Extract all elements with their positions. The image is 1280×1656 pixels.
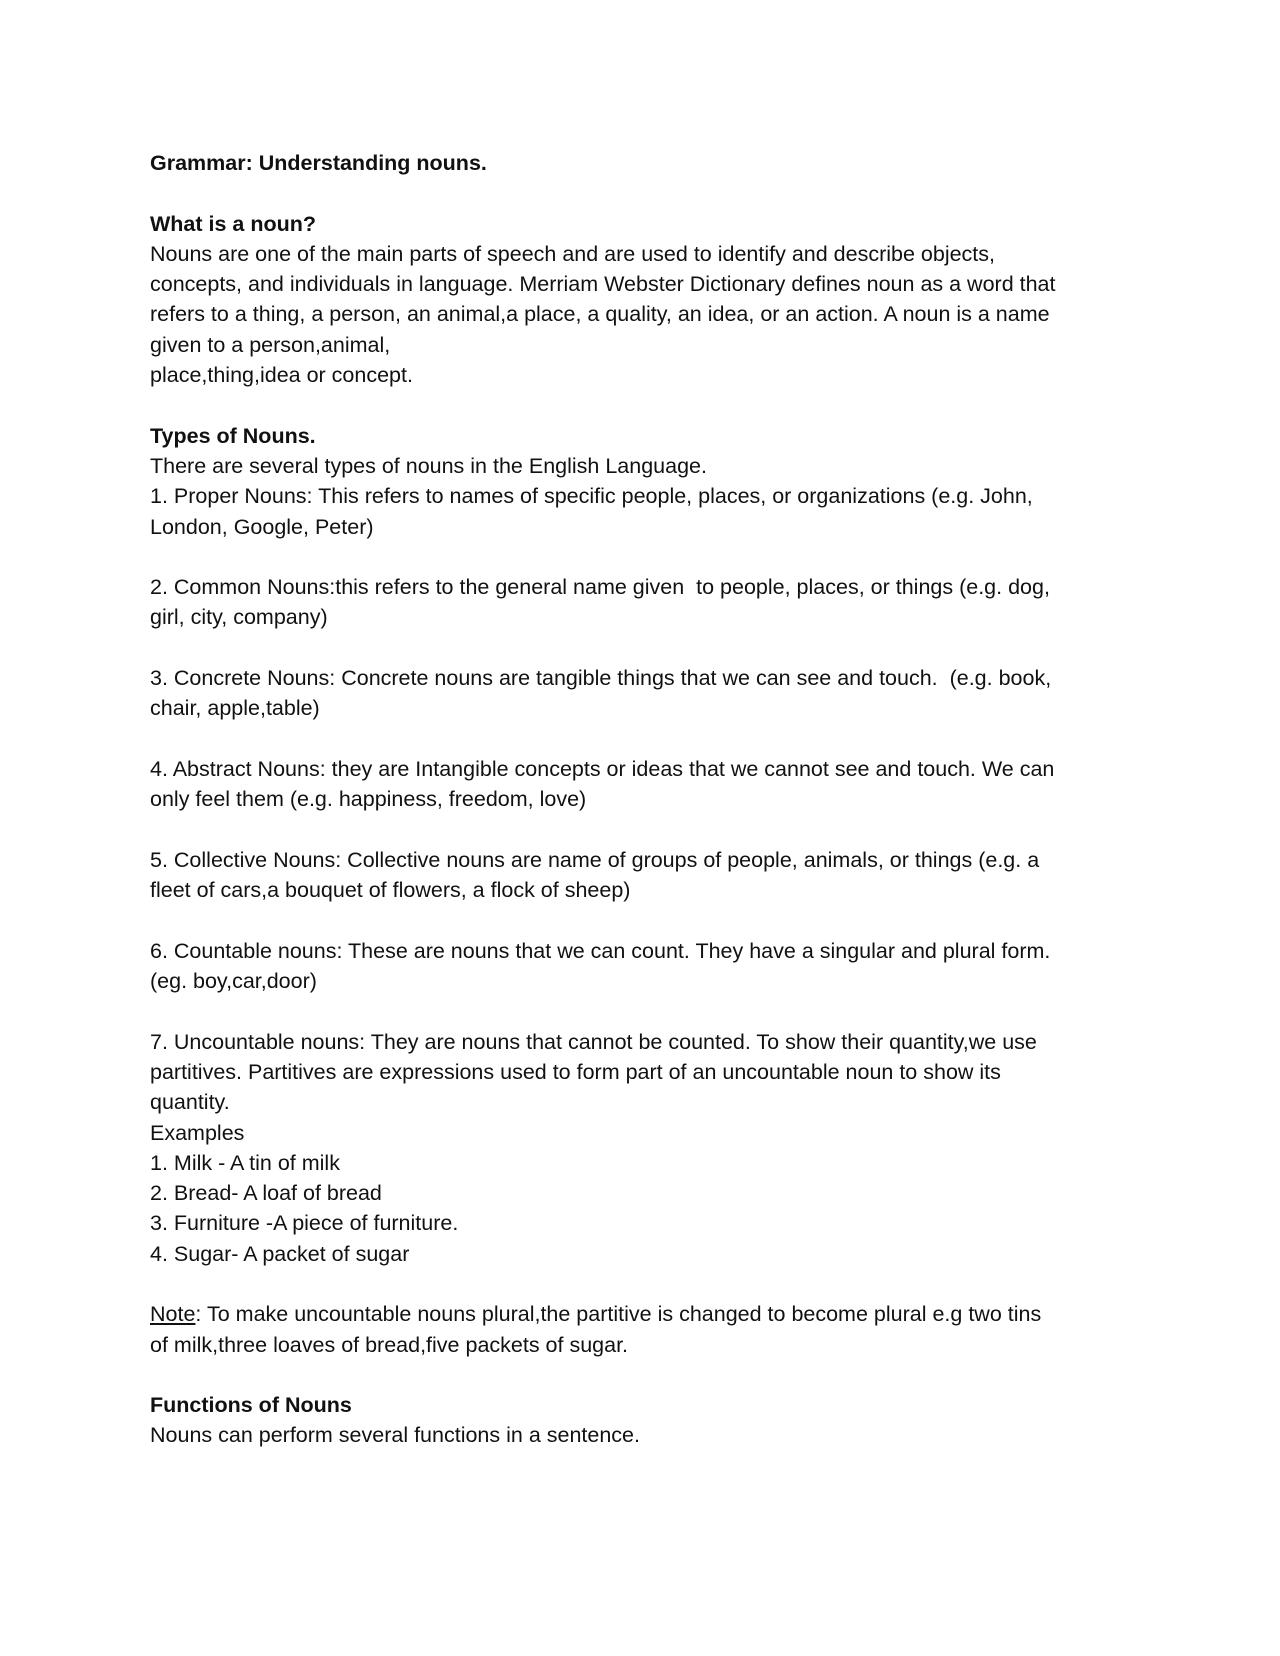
type-item-abstract-nouns-cont: only feel them (e.g. happiness, freedom, love) [150,787,587,812]
note-paragraph [150,1299,1150,1329]
type-item-concrete-nouns-cont: chair, apple,table) [150,696,320,721]
section-heading-types-of-nouns: Types of Nouns. [150,423,316,448]
example-item: 3. Furniture -A piece of furniture. [150,1211,459,1236]
type-item-common-nouns: 2. Common Nouns:this refers to the general name given to people, places, or things (e.g. dog, [150,575,1050,600]
type-item-uncountable-nouns: 7. Uncountable nouns: They are nouns that cannot be counted. To show their quantity,we use [150,1029,1037,1054]
paragraph-line: place,thing,idea or concept. [150,363,413,388]
spacer [150,905,1150,935]
spacer [150,542,1150,572]
type-item-common-nouns-cont: girl, city, company) [150,605,328,630]
type-item-countable-nouns: 6. Countable nouns: These are nouns that we can count. They have a singular and plural form. [150,938,1051,963]
spacer [150,1269,1150,1299]
example-item: 1. Milk - A tin of milk [150,1150,340,1175]
example-item: 4. Sugar- A packet of sugar [150,1241,410,1266]
note-text-cont: of milk,three loaves of bread,five packets of sugar. [150,1332,629,1357]
types-intro: There are several types of nouns in the English Language. [150,453,707,478]
type-item-abstract-nouns: 4. Abstract Nouns: they are Intangible concepts or ideas that we cannot see and touch. We can [150,756,1055,781]
spacer [150,633,1150,663]
paragraph-line: given to a person,animal, [150,332,391,357]
spacer [150,724,1150,754]
section-heading-what-is-noun: What is a noun? [150,211,317,236]
type-item-collective-nouns-cont: fleet of cars,a bouquet of flowers, a flock of sheep) [150,878,631,903]
type-item-proper-nouns-cont: London, Google, Peter) [150,514,374,539]
spacer [150,178,1150,208]
examples-label: Examples [150,1120,245,1145]
paragraph-line: Nouns are one of the main parts of speech and are used to identify and describe objects, [150,241,995,266]
paragraph-line: refers to a thing, a person, an animal,a place, a quality, an idea, or an action. A noun is a name [150,302,1050,327]
type-item-uncountable-nouns-cont: quantity. [150,1090,230,1115]
document-title: Grammar: Understanding nouns. [150,151,487,175]
type-item-uncountable-nouns-cont: partitives. Partitives are expressions used to form part of an uncountable noun to show its [150,1059,1001,1084]
type-item-collective-nouns: 5. Collective Nouns: Collective nouns are name of groups of people, animals, or things (e.g. a [150,847,1040,872]
example-item: 2. Bread- A loaf of bread [150,1181,382,1206]
note-label: Note [150,1302,196,1327]
section-heading-functions-of-nouns: Functions of Nouns [150,1393,352,1418]
type-item-concrete-nouns: 3. Concrete Nouns: Concrete nouns are tangible things that we can see and touch. (e.g. book, [150,666,1052,691]
document-page [150,148,1150,1451]
type-item-proper-nouns: 1. Proper Nouns: This refers to names of specific people, places, or organizations (e.g. John, [150,484,1033,509]
paragraph-line: concepts, and individuals in language. Merriam Webster Dictionary defines noun as a word that [150,272,1056,297]
spacer [150,996,1150,1026]
type-item-countable-nouns-cont: (eg. boy,car,door) [150,969,317,994]
spacer [150,815,1150,845]
spacer [150,390,1150,420]
note-text: : To make uncountable nouns plural,the partitive is changed to become plural e.g two tins [195,1302,1042,1327]
functions-intro: Nouns can perform several functions in a sentence. [150,1423,640,1448]
spacer [150,1360,1150,1390]
